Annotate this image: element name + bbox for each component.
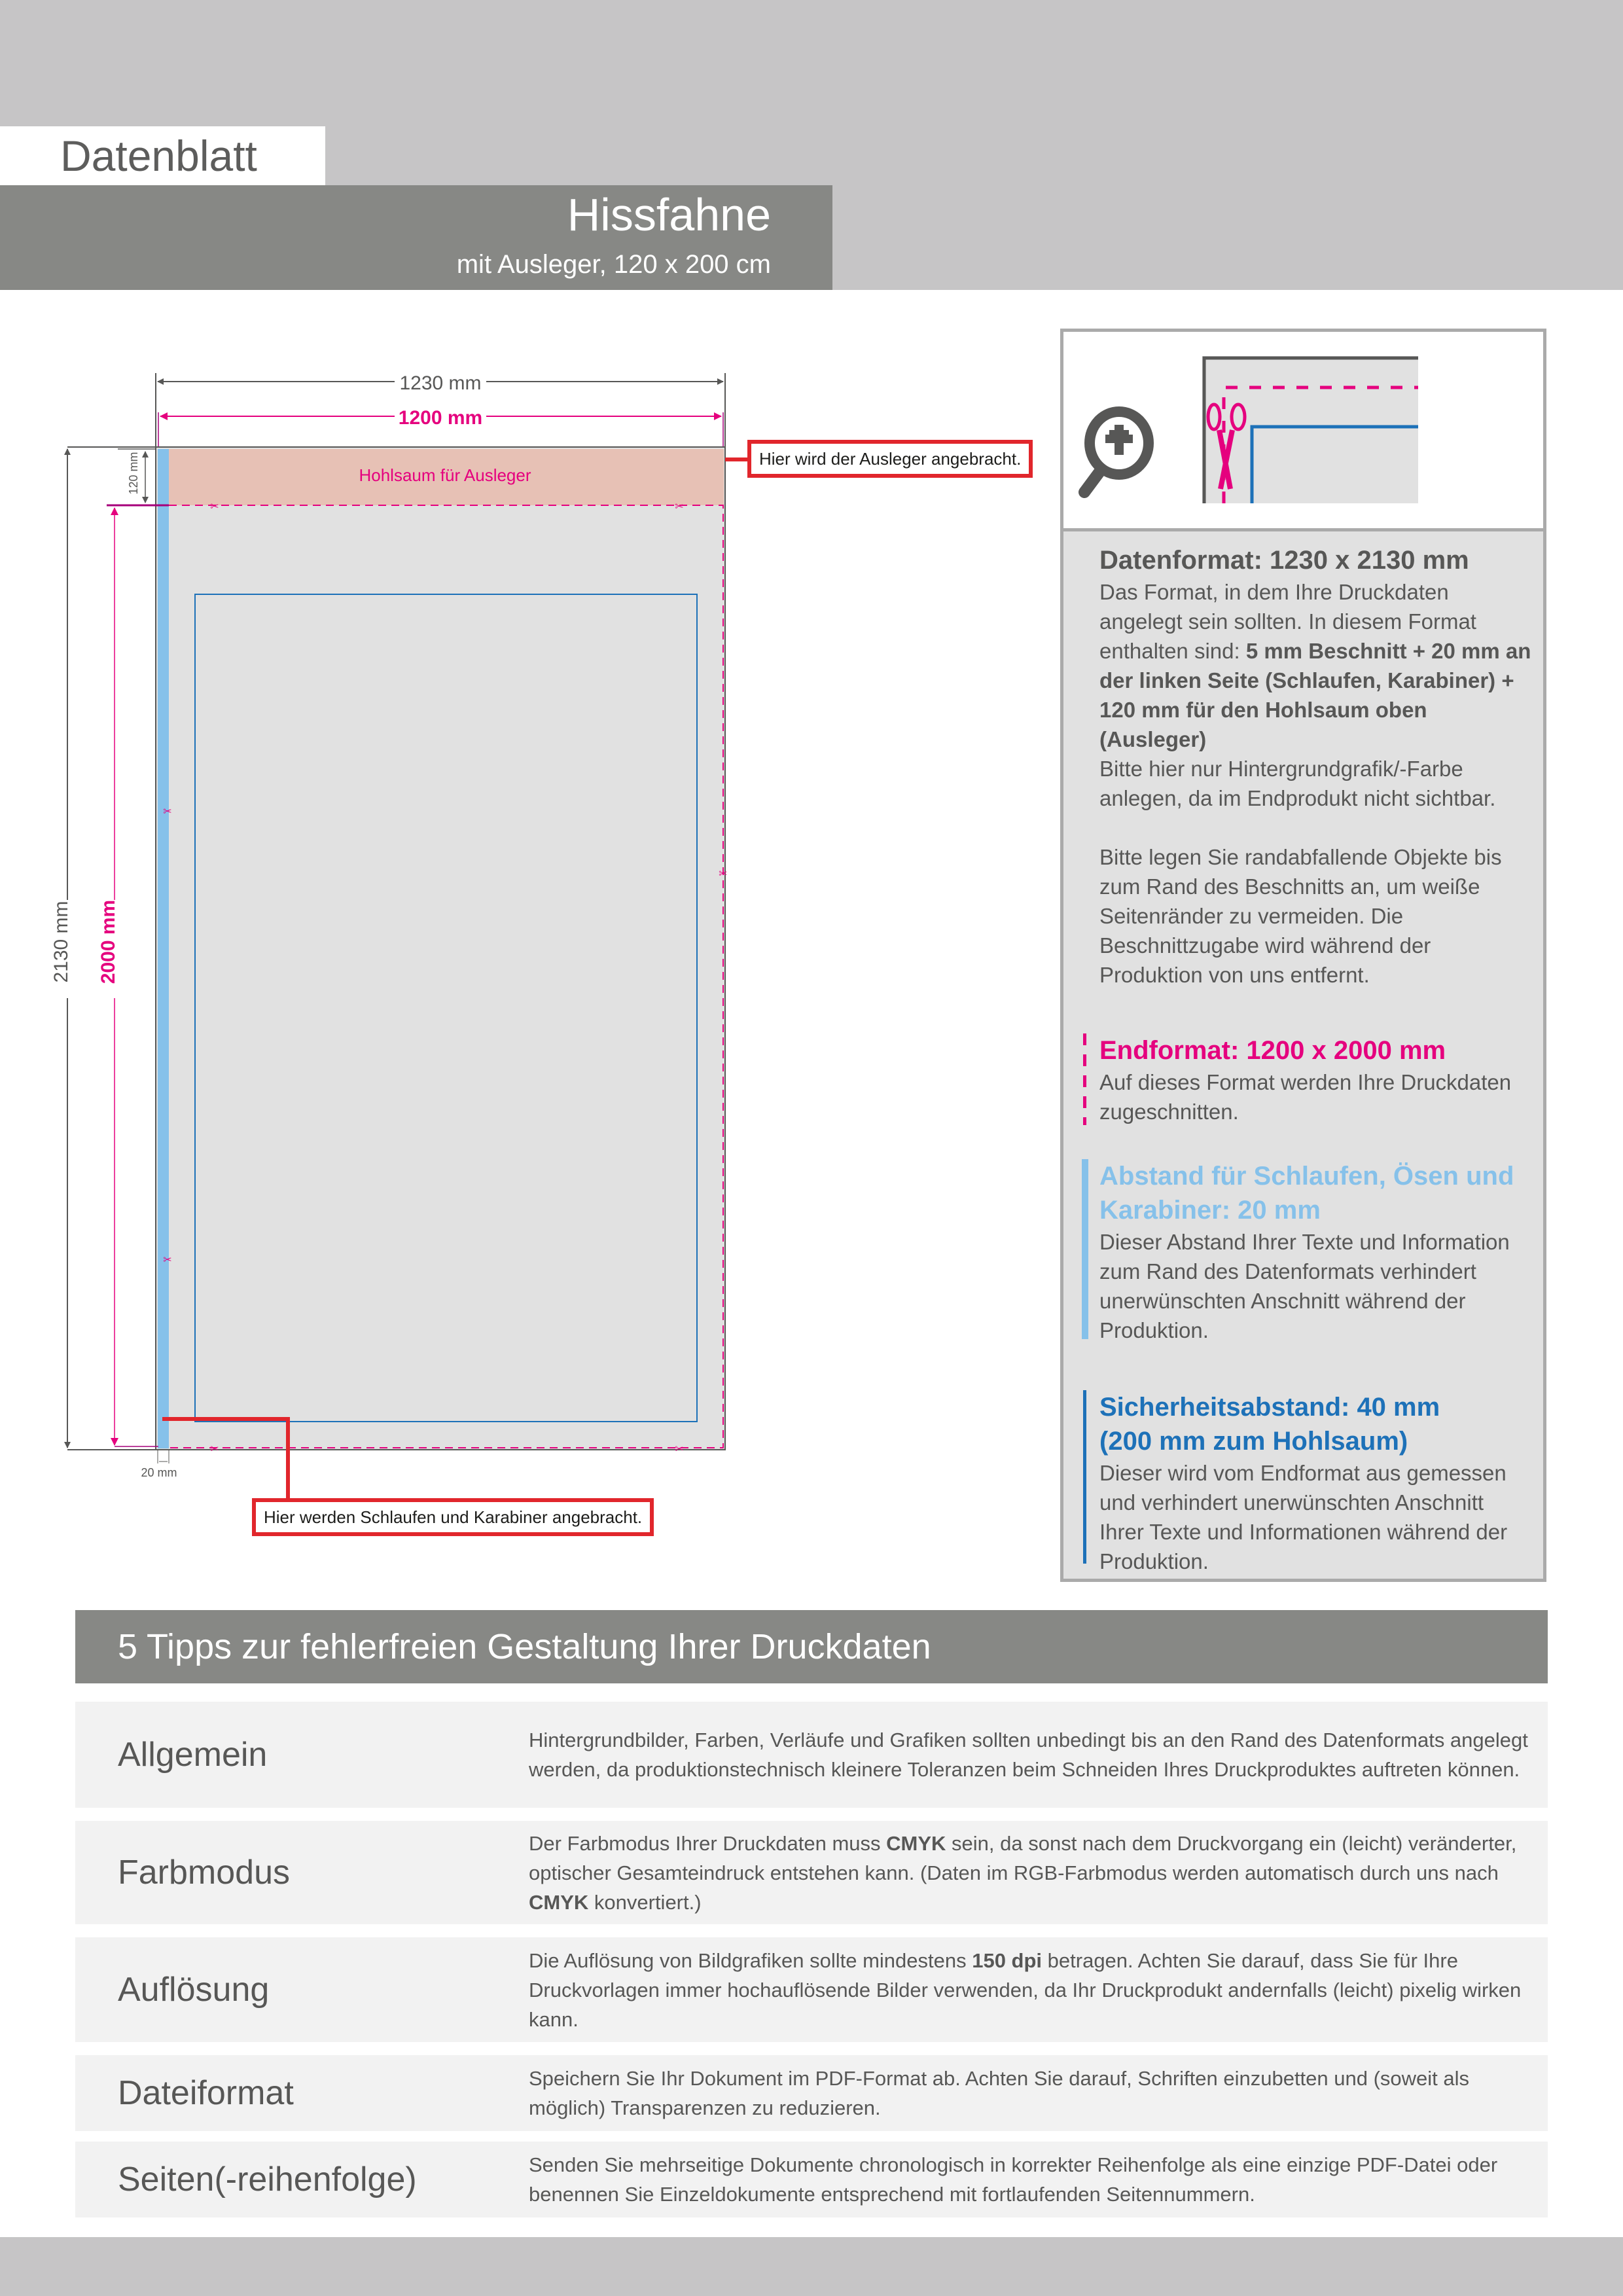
tip-text-part: Die Auflösung von Bildgrafiken sollte mindestens xyxy=(529,1948,972,1972)
tip-text xyxy=(529,1702,1530,1808)
page-title: Hissfahne xyxy=(567,189,771,240)
flag-diagram xyxy=(0,290,1060,1592)
scissor-mark: ✂ xyxy=(675,1444,684,1455)
datenformat-text-1: Das Format, in dem Ihre Druckdaten angelegt sein sollten. In diesem Format enthalten sind: xyxy=(1099,580,1476,663)
scissor-mark: ✂ xyxy=(719,869,728,880)
datenformat-bold: 5 mm Beschnitt + 20 mm an der linken Seite (Schlaufen, Karabiner) + 120 mm für den Hohlsaum oben (Ausleger) xyxy=(1099,639,1531,751)
callout-loops: Hier werden Schlaufen und Karabiner angebracht. xyxy=(252,1498,654,1536)
info-illustration xyxy=(1063,332,1543,528)
width-total-label: 1230 mm xyxy=(399,372,482,394)
datenformat-text xyxy=(1099,577,1531,754)
tip-text-content xyxy=(529,1946,1530,2034)
sicherheit-marker xyxy=(1083,1390,1086,1564)
info-section-datenformat xyxy=(1099,543,1531,990)
tip-text-bold: 150 dpi xyxy=(972,1948,1043,1972)
info-panel xyxy=(1060,329,1546,1582)
strip-width-label: 20 mm xyxy=(141,1466,177,1479)
tip-text-part: Senden Sie mehrseitige Dokumente chronologisch in korrekter Reihenfolge als eine einzige PDF-Datei oder benennen Sie Einzeldokumente entsprechend mit fortlaufenden Seitennummern. xyxy=(529,2153,1498,2206)
height-final-label: 2000 mm xyxy=(98,899,119,984)
tip-row xyxy=(75,1937,1548,2042)
tip-label: Seiten(-reihenfolge) xyxy=(118,2161,417,2198)
tip-text-part: betragen. Achten Sie darauf, dass Sie für Ihre Druckvorlagen immer hochauflösende Bilder verwenden, da Ihr Druckprodukt andernfalls (leicht) pixelig wirken kann. xyxy=(529,1948,1522,2031)
tip-row xyxy=(75,2055,1548,2131)
info-icon-area xyxy=(1063,332,1543,531)
scissor-mark: ✂ xyxy=(210,501,219,512)
tip-text-content xyxy=(529,2150,1530,2209)
flag-diagram-svg xyxy=(0,290,1060,1592)
tip-text xyxy=(529,1821,1530,1924)
tip-label: Auflösung xyxy=(118,1971,270,2009)
abstand-text: Dieser Abstand Ihrer Texte und Information zum Rand des Datenformats verhindert unerwünschten Anschnitt während der Produktion. xyxy=(1099,1230,1510,1342)
callout-boom: Hier wird der Ausleger angebracht. xyxy=(747,440,1033,478)
tip-text-part: konvertiert.) xyxy=(588,1890,702,1914)
tip-label: Farbmodus xyxy=(118,1854,290,1892)
info-section-sicherheit xyxy=(1099,1390,1531,1576)
tip-text xyxy=(529,2142,1530,2217)
width-final-label: 1200 mm xyxy=(398,407,483,429)
loop-strip xyxy=(158,449,172,1448)
tip-label: Dateiformat xyxy=(118,2074,294,2112)
tip-text-bold: CMYK xyxy=(529,1890,589,1914)
tip-text-content xyxy=(529,1725,1530,1784)
info-section-abstand xyxy=(1099,1159,1531,1345)
tips-title: 5 Tipps zur fehlerfreien Gestaltung Ihrer Druckdaten xyxy=(118,1627,931,1666)
tip-text-part: Speichern Sie Ihr Dokument im PDF-Format ab. Achten Sie darauf, Schriften einzubetten und (soweit als möglich) Transparenzen zu reduzieren. xyxy=(529,2067,1470,2119)
tip-text-part: Hintergrundbilder, Farben, Verläufe und Grafiken sollten unbedingt bis an den Rand des Datenformats angelegt werden, da produktionstechnisch kleinere Toleranzen beim Schneiden Ihres Druckproduktes auftreten können. xyxy=(529,1729,1528,1781)
mini-format-area xyxy=(1202,356,1418,503)
footer-band xyxy=(0,2237,1623,2296)
tip-text xyxy=(529,2055,1530,2131)
sicherheit-text: Dieser wird vom Endformat aus gemessen und verhindert unerwünschten Anschnitt Ihrer Texte und Informationen während der Produktion. xyxy=(1099,1461,1508,1573)
endformat-heading: Endformat: 1200 x 2000 mm xyxy=(1099,1036,1446,1065)
scissor-mark: ✂ xyxy=(163,806,172,817)
sicherheit-subheading: (200 mm zum Hohlsaum) xyxy=(1099,1427,1408,1456)
tip-text-content xyxy=(529,2064,1530,2123)
abstand-heading: Abstand für Schlaufen, Ösen und Karabiner: 20 mm xyxy=(1099,1162,1514,1225)
sicherheit-heading: Sicherheitsabstand: 40 mm xyxy=(1099,1393,1440,1422)
info-section-endformat xyxy=(1099,1033,1531,1126)
tip-text-part: sein, da sonst nach dem Druckvorgang ein (leicht) veränderter, optischer Gesamteindruck entstehen kann. (Daten im RGB-Farbmodus werden automatisch durch uns nach xyxy=(529,1831,1517,1884)
datenformat-bleed-text: Bitte legen Sie randabfallende Objekte bis zum Rand des Beschnitts an, um weiße Seitenränder zu vermeiden. Die Beschnittzugabe wird während der Produktion von uns entfernt. xyxy=(1099,845,1502,987)
page-subtitle: mit Ausleger, 120 x 200 cm xyxy=(456,250,771,279)
tip-text-bold: CMYK xyxy=(886,1831,946,1855)
tip-row xyxy=(75,2142,1548,2217)
height-total-label: 2130 mm xyxy=(50,901,72,983)
zoom-in-icon xyxy=(1084,412,1149,492)
datenformat-heading: Datenformat: 1230 x 2130 mm xyxy=(1099,546,1469,575)
datenformat-note: Bitte hier nur Hintergrundgrafik/-Farbe anlegen, da im Endprodukt nicht sichtbar. xyxy=(1099,757,1496,810)
tip-text-part: Der Farbmodus Ihrer Druckdaten muss xyxy=(529,1831,887,1855)
scissor-mark: ✂ xyxy=(210,1444,219,1455)
hem-height-label: 120 mm xyxy=(127,452,140,495)
tip-row xyxy=(75,1702,1548,1808)
endformat-text: Auf dieses Format werden Ihre Druckdaten zugeschnitten. xyxy=(1099,1070,1512,1124)
tip-row xyxy=(75,1821,1548,1924)
tip-text-content xyxy=(529,1829,1530,1917)
tip-text xyxy=(529,1937,1530,2042)
scissor-mark: ✂ xyxy=(675,501,684,512)
endformat-dashed-marker xyxy=(1083,1033,1086,1125)
data-format-area xyxy=(156,447,728,1450)
doc-label: Datenblatt xyxy=(60,132,257,180)
hem-label: Hohlsaum für Ausleger xyxy=(359,465,531,485)
abstand-marker xyxy=(1082,1159,1088,1339)
scissor-mark: ✂ xyxy=(163,1255,172,1266)
tip-label: Allgemein xyxy=(118,1736,268,1774)
